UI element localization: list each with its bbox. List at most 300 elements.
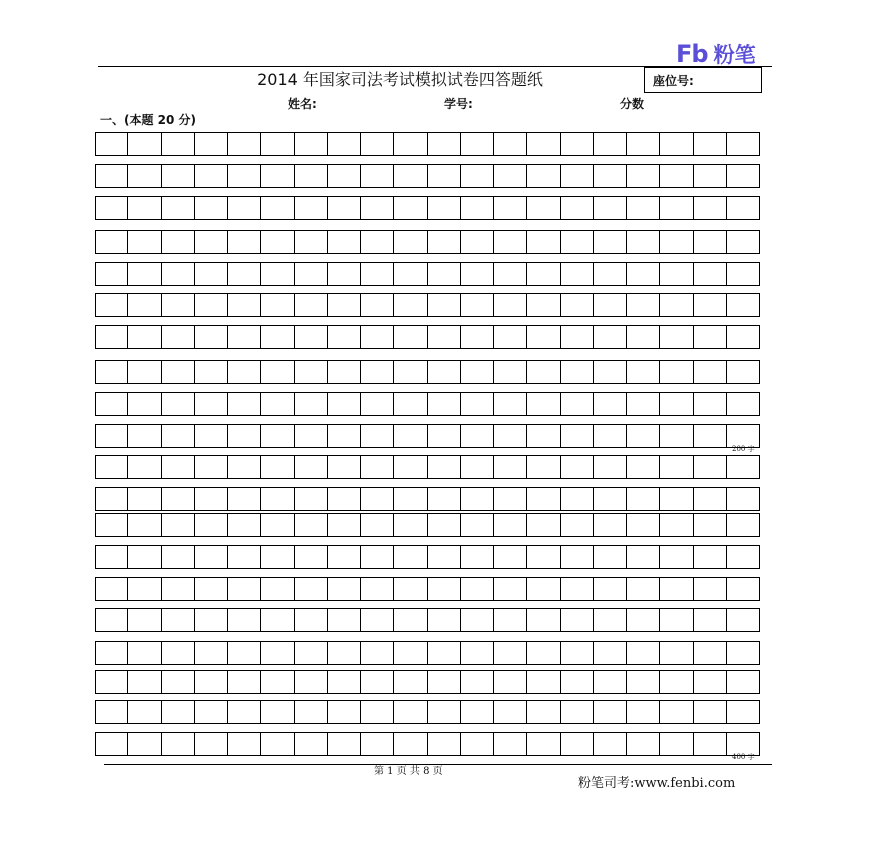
grid-cell[interactable] <box>261 513 294 537</box>
grid-cell[interactable] <box>594 424 627 448</box>
grid-cell[interactable] <box>627 700 660 724</box>
grid-cell[interactable] <box>128 392 161 416</box>
grid-cell[interactable] <box>527 293 560 317</box>
grid-cell[interactable] <box>295 132 328 156</box>
grid-cell[interactable] <box>328 424 361 448</box>
grid-cell[interactable] <box>295 424 328 448</box>
grid-cell[interactable] <box>428 424 461 448</box>
grid-cell[interactable] <box>295 641 328 665</box>
grid-cell[interactable] <box>461 164 494 188</box>
grid-cell[interactable] <box>461 513 494 537</box>
grid-cell[interactable] <box>261 700 294 724</box>
grid-cell[interactable] <box>162 424 195 448</box>
grid-cell[interactable] <box>561 513 594 537</box>
grid-cell[interactable] <box>128 608 161 632</box>
grid-cell[interactable] <box>361 608 394 632</box>
grid-cell[interactable] <box>428 132 461 156</box>
grid-cell[interactable] <box>128 545 161 569</box>
grid-cell[interactable] <box>660 196 693 220</box>
grid-cell[interactable] <box>295 513 328 537</box>
grid-cell[interactable] <box>394 670 427 694</box>
grid-cell[interactable] <box>394 392 427 416</box>
grid-cell[interactable] <box>527 424 560 448</box>
grid-cell[interactable] <box>295 670 328 694</box>
grid-cell[interactable] <box>660 132 693 156</box>
grid-cell[interactable] <box>128 325 161 349</box>
grid-cell[interactable] <box>561 670 594 694</box>
grid-cell[interactable] <box>394 196 427 220</box>
grid-cell[interactable] <box>261 164 294 188</box>
grid-cell[interactable] <box>328 230 361 254</box>
grid-cell[interactable] <box>95 196 128 220</box>
grid-cell[interactable] <box>494 325 527 349</box>
grid-cell[interactable] <box>527 262 560 286</box>
grid-cell[interactable] <box>261 641 294 665</box>
grid-cell[interactable] <box>694 732 727 756</box>
grid-cell[interactable] <box>228 732 261 756</box>
grid-cell[interactable] <box>128 230 161 254</box>
grid-cell[interactable] <box>295 230 328 254</box>
grid-cell[interactable] <box>660 293 693 317</box>
grid-cell[interactable] <box>228 293 261 317</box>
grid-cell[interactable] <box>361 700 394 724</box>
grid-cell[interactable] <box>428 455 461 479</box>
grid-cell[interactable] <box>660 608 693 632</box>
grid-cell[interactable] <box>694 164 727 188</box>
grid-cell[interactable] <box>95 424 128 448</box>
grid-cell[interactable] <box>627 262 660 286</box>
grid-cell[interactable] <box>228 641 261 665</box>
grid-cell[interactable] <box>494 392 527 416</box>
grid-cell[interactable] <box>461 700 494 724</box>
grid-cell[interactable] <box>727 641 760 665</box>
grid-cell[interactable] <box>561 424 594 448</box>
grid-cell[interactable] <box>494 164 527 188</box>
grid-cell[interactable] <box>228 608 261 632</box>
grid-cell[interactable] <box>162 360 195 384</box>
grid-cell[interactable] <box>261 262 294 286</box>
grid-cell[interactable] <box>295 732 328 756</box>
grid-cell[interactable] <box>561 700 594 724</box>
grid-cell[interactable] <box>128 455 161 479</box>
grid-cell[interactable] <box>428 325 461 349</box>
grid-cell[interactable] <box>394 487 427 511</box>
grid-cell[interactable] <box>128 700 161 724</box>
grid-cell[interactable] <box>394 262 427 286</box>
grid-cell[interactable] <box>195 513 228 537</box>
grid-cell[interactable] <box>527 132 560 156</box>
grid-cell[interactable] <box>494 641 527 665</box>
seat-number-box[interactable] <box>644 67 762 93</box>
grid-cell[interactable] <box>361 262 394 286</box>
grid-cell[interactable] <box>627 487 660 511</box>
grid-cell[interactable] <box>261 487 294 511</box>
grid-cell[interactable] <box>461 196 494 220</box>
grid-cell[interactable] <box>727 608 760 632</box>
grid-cell[interactable] <box>527 487 560 511</box>
grid-cell[interactable] <box>95 360 128 384</box>
grid-cell[interactable] <box>561 641 594 665</box>
grid-cell[interactable] <box>128 360 161 384</box>
grid-cell[interactable] <box>162 325 195 349</box>
grid-cell[interactable] <box>394 455 427 479</box>
grid-cell[interactable] <box>494 545 527 569</box>
grid-cell[interactable] <box>261 670 294 694</box>
grid-cell[interactable] <box>627 670 660 694</box>
grid-cell[interactable] <box>428 732 461 756</box>
grid-cell[interactable] <box>162 230 195 254</box>
grid-cell[interactable] <box>128 293 161 317</box>
grid-cell[interactable] <box>128 577 161 601</box>
grid-cell[interactable] <box>594 732 627 756</box>
grid-cell[interactable] <box>295 577 328 601</box>
grid-cell[interactable] <box>594 132 627 156</box>
grid-cell[interactable] <box>594 513 627 537</box>
grid-cell[interactable] <box>162 262 195 286</box>
grid-cell[interactable] <box>727 293 760 317</box>
grid-cell[interactable] <box>162 545 195 569</box>
grid-cell[interactable] <box>461 641 494 665</box>
grid-cell[interactable] <box>95 700 128 724</box>
grid-cell[interactable] <box>627 392 660 416</box>
grid-cell[interactable] <box>361 577 394 601</box>
grid-cell[interactable] <box>261 545 294 569</box>
grid-cell[interactable] <box>328 293 361 317</box>
grid-cell[interactable] <box>394 700 427 724</box>
grid-cell[interactable] <box>627 455 660 479</box>
grid-cell[interactable] <box>494 670 527 694</box>
grid-cell[interactable] <box>594 455 627 479</box>
grid-cell[interactable] <box>594 608 627 632</box>
grid-cell[interactable] <box>162 641 195 665</box>
grid-cell[interactable] <box>361 670 394 694</box>
grid-cell[interactable] <box>162 670 195 694</box>
grid-cell[interactable] <box>128 164 161 188</box>
grid-cell[interactable] <box>527 325 560 349</box>
grid-cell[interactable] <box>428 196 461 220</box>
grid-cell[interactable] <box>727 700 760 724</box>
grid-cell[interactable] <box>128 487 161 511</box>
grid-cell[interactable] <box>162 164 195 188</box>
grid-cell[interactable] <box>660 487 693 511</box>
grid-cell[interactable] <box>660 545 693 569</box>
grid-cell[interactable] <box>394 577 427 601</box>
grid-cell[interactable] <box>461 392 494 416</box>
grid-cell[interactable] <box>594 196 627 220</box>
grid-cell[interactable] <box>195 132 228 156</box>
grid-cell[interactable] <box>361 732 394 756</box>
grid-cell[interactable] <box>428 392 461 416</box>
grid-cell[interactable] <box>727 196 760 220</box>
grid-cell[interactable] <box>394 164 427 188</box>
grid-cell[interactable] <box>627 293 660 317</box>
grid-cell[interactable] <box>228 230 261 254</box>
grid-cell[interactable] <box>594 487 627 511</box>
grid-cell[interactable] <box>394 424 427 448</box>
grid-cell[interactable] <box>494 360 527 384</box>
grid-cell[interactable] <box>195 424 228 448</box>
grid-cell[interactable] <box>95 545 128 569</box>
grid-cell[interactable] <box>494 513 527 537</box>
grid-cell[interactable] <box>128 262 161 286</box>
grid-cell[interactable] <box>594 670 627 694</box>
grid-cell[interactable] <box>328 732 361 756</box>
grid-cell[interactable] <box>328 360 361 384</box>
grid-cell[interactable] <box>461 732 494 756</box>
grid-cell[interactable] <box>394 360 427 384</box>
grid-cell[interactable] <box>428 487 461 511</box>
grid-cell[interactable] <box>228 487 261 511</box>
grid-cell[interactable] <box>727 325 760 349</box>
grid-cell[interactable] <box>561 608 594 632</box>
grid-cell[interactable] <box>461 545 494 569</box>
grid-cell[interactable] <box>361 545 394 569</box>
grid-cell[interactable] <box>461 262 494 286</box>
grid-cell[interactable] <box>694 132 727 156</box>
grid-cell[interactable] <box>328 487 361 511</box>
grid-cell[interactable] <box>228 424 261 448</box>
grid-cell[interactable] <box>660 424 693 448</box>
grid-cell[interactable] <box>527 230 560 254</box>
grid-cell[interactable] <box>128 732 161 756</box>
grid-cell[interactable] <box>694 577 727 601</box>
grid-cell[interactable] <box>461 455 494 479</box>
grid-cell[interactable] <box>561 487 594 511</box>
grid-cell[interactable] <box>328 670 361 694</box>
grid-cell[interactable] <box>694 700 727 724</box>
grid-cell[interactable] <box>428 164 461 188</box>
grid-cell[interactable] <box>461 670 494 694</box>
grid-cell[interactable] <box>361 641 394 665</box>
grid-cell[interactable] <box>361 132 394 156</box>
grid-cell[interactable] <box>328 325 361 349</box>
grid-cell[interactable] <box>428 230 461 254</box>
grid-cell[interactable] <box>694 262 727 286</box>
grid-cell[interactable] <box>494 132 527 156</box>
grid-cell[interactable] <box>428 545 461 569</box>
grid-cell[interactable] <box>261 293 294 317</box>
grid-cell[interactable] <box>627 608 660 632</box>
grid-cell[interactable] <box>228 700 261 724</box>
grid-cell[interactable] <box>627 325 660 349</box>
grid-cell[interactable] <box>361 424 394 448</box>
grid-cell[interactable] <box>594 325 627 349</box>
grid-cell[interactable] <box>95 513 128 537</box>
grid-cell[interactable] <box>228 132 261 156</box>
grid-cell[interactable] <box>328 545 361 569</box>
grid-cell[interactable] <box>660 700 693 724</box>
grid-cell[interactable] <box>428 513 461 537</box>
grid-cell[interactable] <box>328 164 361 188</box>
grid-cell[interactable] <box>660 164 693 188</box>
grid-cell[interactable] <box>428 360 461 384</box>
grid-cell[interactable] <box>694 230 727 254</box>
grid-cell[interactable] <box>561 132 594 156</box>
grid-cell[interactable] <box>394 132 427 156</box>
grid-cell[interactable] <box>461 132 494 156</box>
grid-cell[interactable] <box>394 230 427 254</box>
grid-cell[interactable] <box>660 360 693 384</box>
grid-cell[interactable] <box>594 360 627 384</box>
grid-cell[interactable] <box>228 545 261 569</box>
grid-cell[interactable] <box>727 164 760 188</box>
grid-cell[interactable] <box>162 392 195 416</box>
grid-cell[interactable] <box>694 641 727 665</box>
grid-cell[interactable] <box>527 641 560 665</box>
grid-cell[interactable] <box>328 577 361 601</box>
grid-cell[interactable] <box>95 293 128 317</box>
grid-cell[interactable] <box>727 262 760 286</box>
grid-cell[interactable] <box>627 641 660 665</box>
grid-cell[interactable] <box>95 487 128 511</box>
grid-cell[interactable] <box>328 392 361 416</box>
grid-cell[interactable] <box>95 670 128 694</box>
grid-cell[interactable] <box>561 164 594 188</box>
grid-cell[interactable] <box>660 262 693 286</box>
grid-cell[interactable] <box>162 455 195 479</box>
grid-cell[interactable] <box>494 424 527 448</box>
grid-cell[interactable] <box>428 293 461 317</box>
grid-cell[interactable] <box>561 732 594 756</box>
grid-cell[interactable] <box>694 487 727 511</box>
grid-cell[interactable] <box>527 732 560 756</box>
grid-cell[interactable] <box>195 325 228 349</box>
grid-cell[interactable] <box>461 230 494 254</box>
grid-cell[interactable] <box>361 293 394 317</box>
grid-cell[interactable] <box>295 392 328 416</box>
grid-cell[interactable] <box>727 360 760 384</box>
grid-cell[interactable] <box>627 164 660 188</box>
grid-cell[interactable] <box>228 262 261 286</box>
grid-cell[interactable] <box>195 577 228 601</box>
grid-cell[interactable] <box>328 608 361 632</box>
grid-cell[interactable] <box>660 641 693 665</box>
grid-cell[interactable] <box>162 700 195 724</box>
grid-cell[interactable] <box>461 577 494 601</box>
grid-cell[interactable] <box>195 262 228 286</box>
grid-cell[interactable] <box>195 230 228 254</box>
grid-cell[interactable] <box>162 732 195 756</box>
grid-cell[interactable] <box>361 455 394 479</box>
grid-cell[interactable] <box>428 262 461 286</box>
grid-cell[interactable] <box>195 700 228 724</box>
grid-cell[interactable] <box>228 670 261 694</box>
grid-cell[interactable] <box>195 608 228 632</box>
grid-cell[interactable] <box>328 196 361 220</box>
grid-cell[interactable] <box>394 732 427 756</box>
grid-cell[interactable] <box>527 577 560 601</box>
grid-cell[interactable] <box>627 196 660 220</box>
grid-cell[interactable] <box>660 732 693 756</box>
grid-cell[interactable] <box>461 487 494 511</box>
grid-cell[interactable] <box>261 132 294 156</box>
grid-cell[interactable] <box>660 455 693 479</box>
grid-cell[interactable] <box>328 513 361 537</box>
grid-cell[interactable] <box>195 293 228 317</box>
grid-cell[interactable] <box>561 577 594 601</box>
grid-cell[interactable] <box>594 392 627 416</box>
grid-cell[interactable] <box>627 545 660 569</box>
grid-cell[interactable] <box>162 487 195 511</box>
grid-cell[interactable] <box>195 670 228 694</box>
grid-cell[interactable] <box>527 608 560 632</box>
grid-cell[interactable] <box>128 196 161 220</box>
grid-cell[interactable] <box>162 132 195 156</box>
grid-cell[interactable] <box>328 700 361 724</box>
grid-cell[interactable] <box>694 670 727 694</box>
grid-cell[interactable] <box>527 196 560 220</box>
grid-cell[interactable] <box>561 360 594 384</box>
grid-cell[interactable] <box>295 325 328 349</box>
grid-cell[interactable] <box>561 262 594 286</box>
grid-cell[interactable] <box>561 392 594 416</box>
grid-cell[interactable] <box>95 732 128 756</box>
grid-cell[interactable] <box>162 608 195 632</box>
grid-cell[interactable] <box>527 545 560 569</box>
grid-cell[interactable] <box>128 513 161 537</box>
grid-cell[interactable] <box>261 230 294 254</box>
grid-cell[interactable] <box>261 392 294 416</box>
grid-cell[interactable] <box>394 293 427 317</box>
grid-cell[interactable] <box>594 262 627 286</box>
grid-cell[interactable] <box>328 641 361 665</box>
grid-cell[interactable] <box>128 641 161 665</box>
grid-cell[interactable] <box>95 641 128 665</box>
grid-cell[interactable] <box>195 392 228 416</box>
grid-cell[interactable] <box>261 196 294 220</box>
grid-cell[interactable] <box>694 608 727 632</box>
grid-cell[interactable] <box>627 230 660 254</box>
grid-cell[interactable] <box>361 360 394 384</box>
grid-cell[interactable] <box>428 700 461 724</box>
grid-cell[interactable] <box>594 230 627 254</box>
grid-cell[interactable] <box>494 700 527 724</box>
grid-cell[interactable] <box>195 164 228 188</box>
grid-cell[interactable] <box>394 545 427 569</box>
grid-cell[interactable] <box>162 196 195 220</box>
grid-cell[interactable] <box>660 670 693 694</box>
grid-cell[interactable] <box>162 293 195 317</box>
grid-cell[interactable] <box>295 545 328 569</box>
grid-cell[interactable] <box>494 577 527 601</box>
grid-cell[interactable] <box>95 608 128 632</box>
grid-cell[interactable] <box>295 196 328 220</box>
grid-cell[interactable] <box>128 424 161 448</box>
grid-cell[interactable] <box>727 230 760 254</box>
grid-cell[interactable] <box>694 455 727 479</box>
grid-cell[interactable] <box>494 455 527 479</box>
grid-cell[interactable] <box>394 608 427 632</box>
grid-cell[interactable] <box>95 392 128 416</box>
grid-cell[interactable] <box>561 325 594 349</box>
grid-cell[interactable] <box>428 641 461 665</box>
grid-cell[interactable] <box>95 262 128 286</box>
grid-cell[interactable] <box>361 513 394 537</box>
grid-cell[interactable] <box>727 577 760 601</box>
grid-cell[interactable] <box>261 360 294 384</box>
grid-cell[interactable] <box>361 164 394 188</box>
grid-cell[interactable] <box>228 577 261 601</box>
grid-cell[interactable] <box>428 670 461 694</box>
grid-cell[interactable] <box>295 262 328 286</box>
grid-cell[interactable] <box>228 392 261 416</box>
grid-cell[interactable] <box>394 513 427 537</box>
grid-cell[interactable] <box>228 325 261 349</box>
grid-cell[interactable] <box>627 360 660 384</box>
grid-cell[interactable] <box>694 424 727 448</box>
grid-cell[interactable] <box>627 732 660 756</box>
grid-cell[interactable] <box>694 513 727 537</box>
